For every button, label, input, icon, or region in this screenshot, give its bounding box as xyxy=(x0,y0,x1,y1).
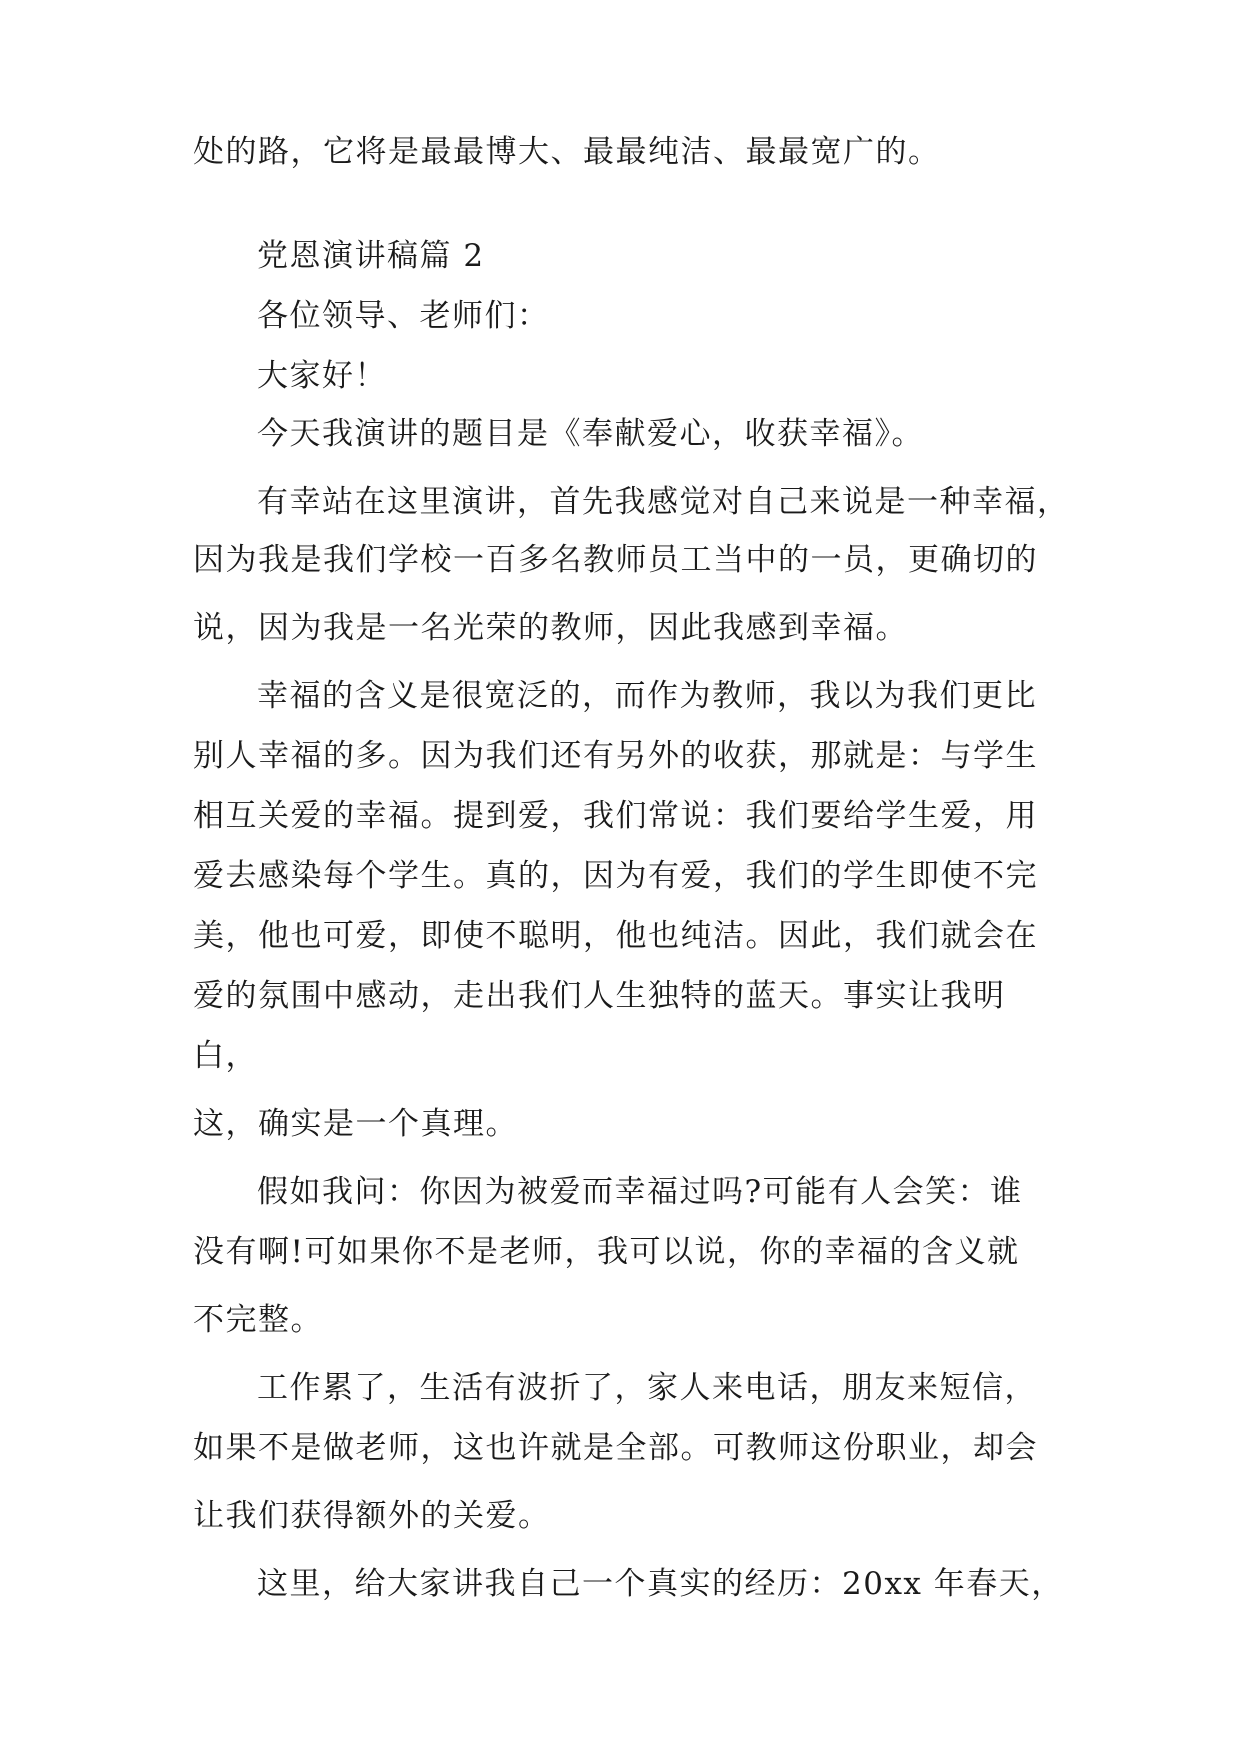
greeting: 大家好！ xyxy=(257,358,387,394)
text-line-9: 幸福的含义是很宽泛的，而作为教师，我以为我们更比 xyxy=(257,678,1037,714)
text-line-8: 说，因为我是一名光荣的教师，因此我感到幸福。 xyxy=(193,610,908,646)
text-line-16: 这，确实是一个真理。 xyxy=(193,1106,518,1142)
text-line-20: 工作累了，生活有波折了，家人来电话，朋友来短信， xyxy=(257,1370,1037,1406)
text-line-22: 让我们获得额外的关爱。 xyxy=(193,1498,551,1534)
text-line-15: 白， xyxy=(193,1038,258,1074)
speech-topic: 今天我演讲的题目是《奉献爱心，收获幸福》。 xyxy=(257,416,924,452)
text-line-7: 因为我是我们学校一百多名教师员工当中的一员，更确切的 xyxy=(193,542,1038,578)
text-line-21: 如果不是做老师，这也许就是全部。可教师这份职业，却会 xyxy=(193,1430,1038,1466)
text-line-23: 这里，给大家讲我自己一个真实的经历：20xx 年春天， xyxy=(257,1566,1064,1602)
text-line-13: 美，他也可爱，即使不聪明，他也纯洁。因此，我们就会在 xyxy=(193,918,1038,954)
text-line-12: 爱去感染每个学生。真的，因为有爱，我们的学生即使不完 xyxy=(193,858,1038,894)
text-line-6: 有幸站在这里演讲，首先我感觉对自己来说是一种幸福， xyxy=(257,484,1070,520)
text-line-18: 没有啊!可如果你不是老师，我可以说，你的幸福的含义就 xyxy=(193,1234,1020,1270)
salutation: 各位领导、老师们： xyxy=(257,298,550,334)
text-line-14: 爱的氛围中感动，走出我们人生独特的蓝天。事实让我明 xyxy=(193,978,1006,1014)
section-heading: 党恩演讲稿篇 2 xyxy=(257,238,485,274)
text-line-10: 别人幸福的多。因为我们还有另外的收获，那就是：与学生 xyxy=(193,738,1038,774)
text-line-11: 相互关爱的幸福。提到爱，我们常说：我们要给学生爱，用 xyxy=(193,798,1038,834)
text-line-19: 不完整。 xyxy=(193,1302,323,1338)
text-line-17: 假如我问：你因为被爱而幸福过吗?可能有人会笑：谁 xyxy=(257,1174,1023,1210)
text-line-1: 处的路，它将是最最博大、最最纯洁、最最宽广的。 xyxy=(193,134,941,170)
